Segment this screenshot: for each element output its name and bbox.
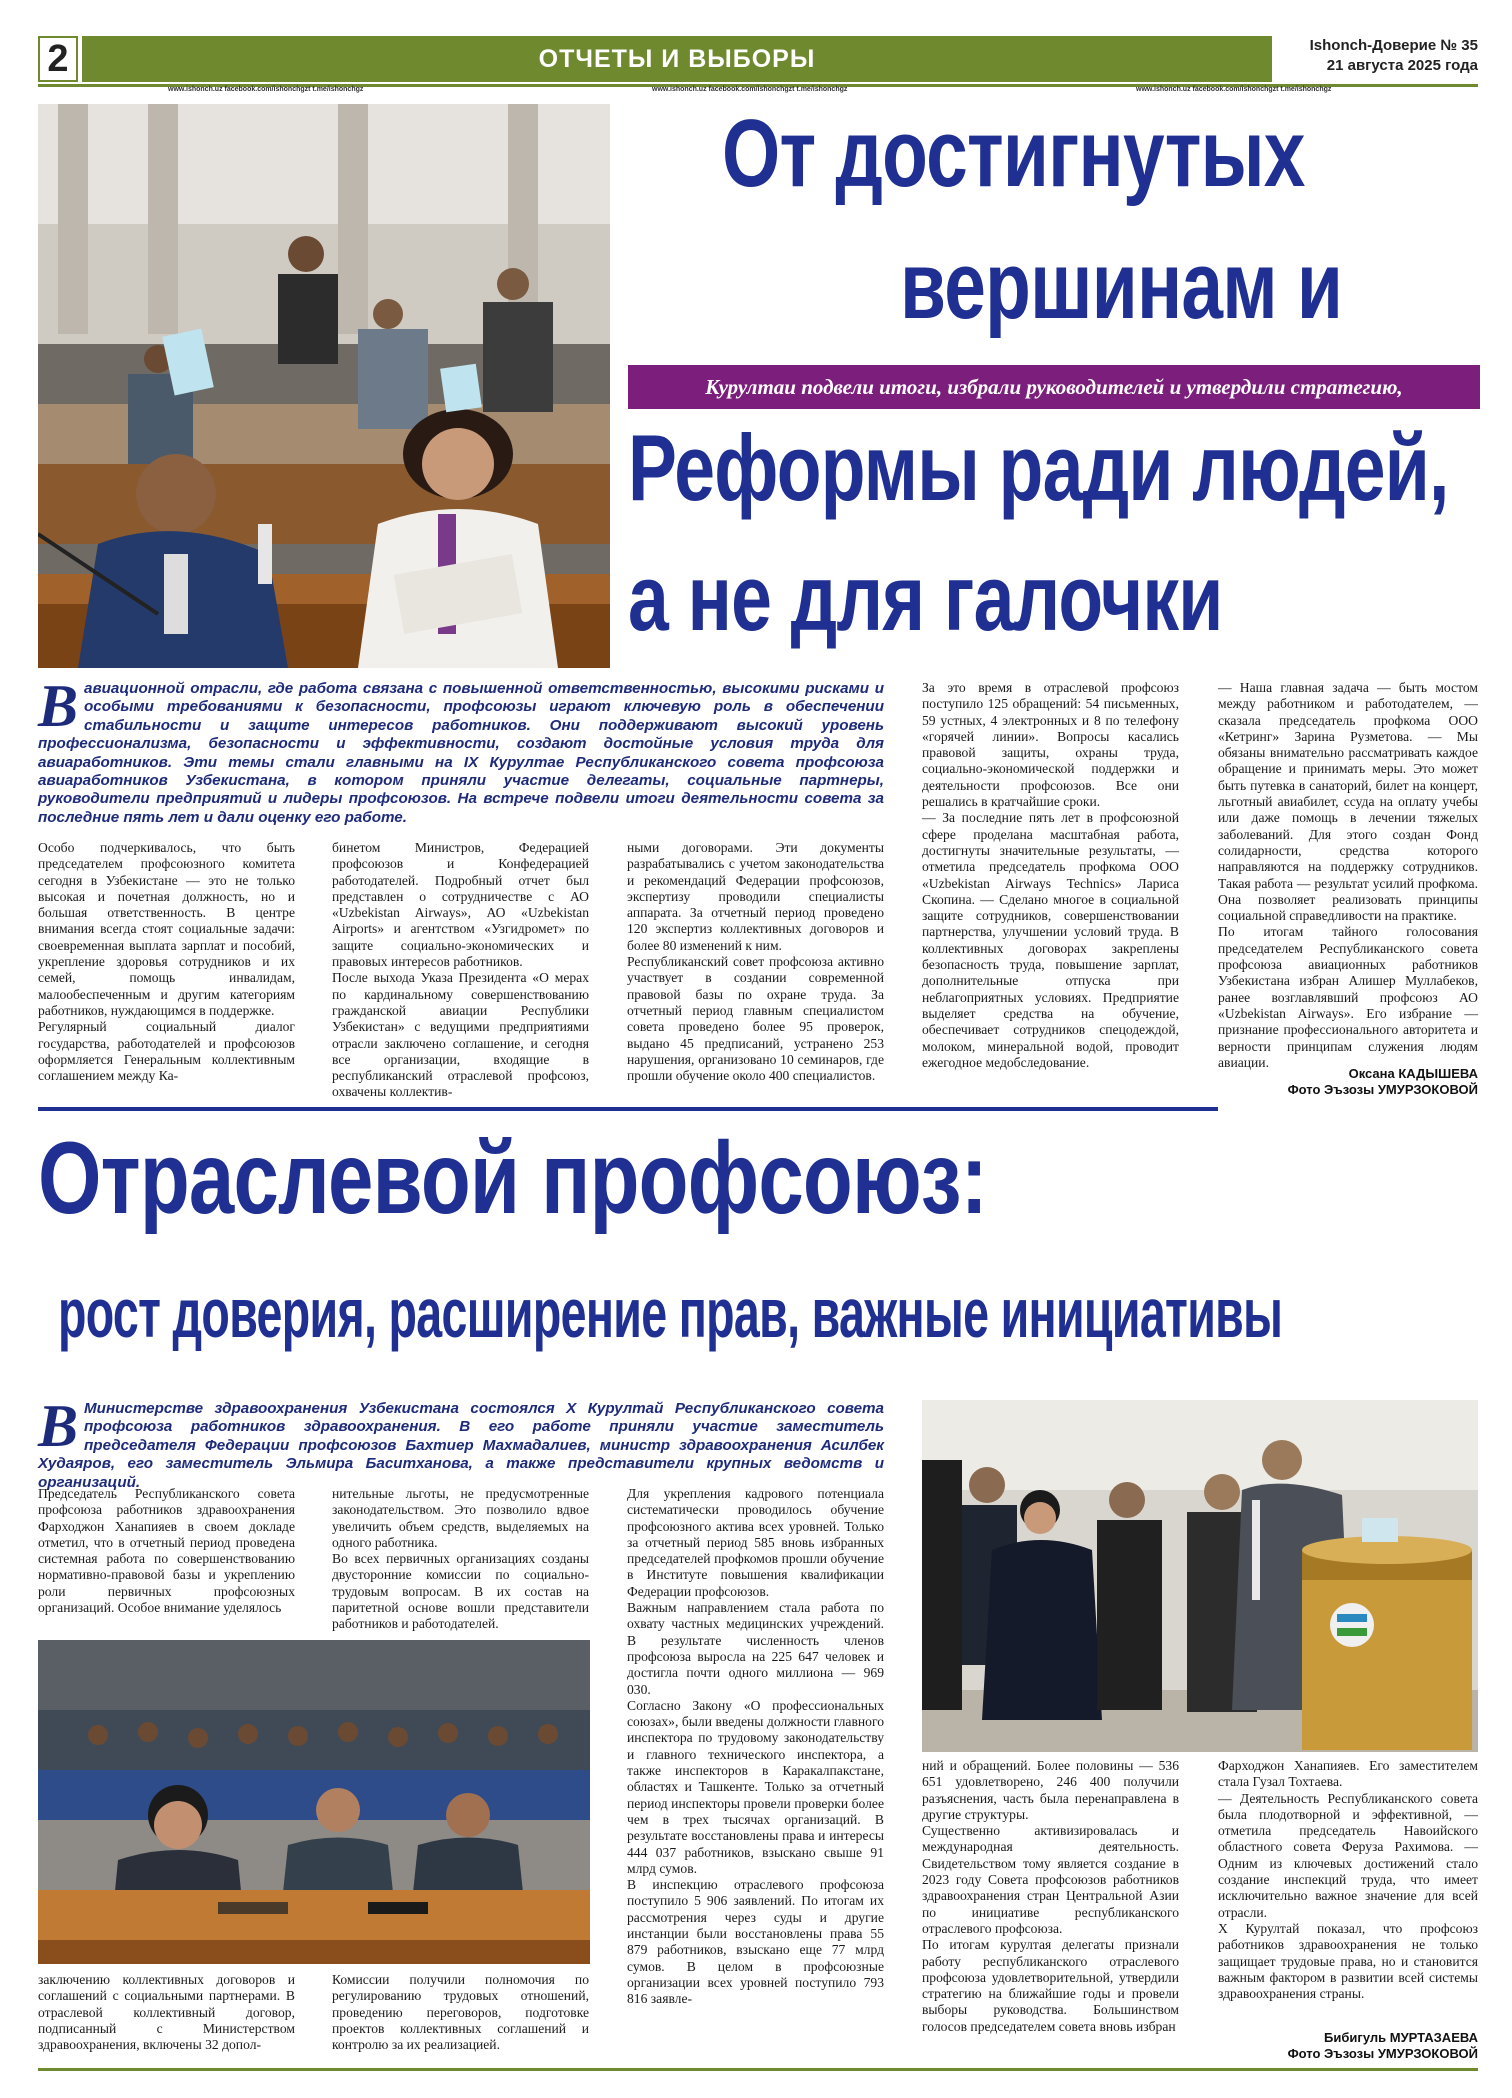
- article2-signature: [1218, 2030, 1478, 2062]
- article1-column-5: — Наша главная задача — быть мостом между работником и работодателем, — сказала председатель профкома ООО «Кетринг» Зарина Рузметова. — Мы обязаны внимательно рассматривать каждое обращение и принимать меры. Это может быть путевка в санаторий, билет на концерт, льготный авиабилет, ссуда на оплату учебы или даже помощь в лечении тяжелых заболеваний. Для этого создан Фонд солидарности, средства которого направляются на поддержку сотрудников. Такая работа — результат усилий профкома. Она позволяет реализовать принципы социальной справедливости на практике. По итогам тайного голосования председателем Республиканского совета профсоюза авиационных работников Узбекистана избран Алишер Муллабеков, ранее возглавлявший профсоюз АО «Uzbekistan Airways». Его избрание — признание профессионального авторитета и верности принципам служения людям авиации.: [1218, 680, 1478, 1070]
- delegates-voting-illustration: [38, 104, 610, 668]
- conference-hall-illustration: [38, 1640, 590, 1964]
- headline-line-3: Реформы ради людей,: [628, 415, 1449, 520]
- lead-text-2: Министерстве здравоохранения Узбекистана состоялся X Курултай Республиканского совета профсоюза работников здравоохранения. В его работе приняли участие заместитель председателя Федерации профсоюзов Бахтиер Махмадалиев, министр здравоохранения Асилбек Худаяров, его заместитель Эльмира Баситханова, а также представители крупных ведомств и организаций.: [38, 1400, 884, 1491]
- url-line-3: www.ishonch.uz facebook.com/ishonchgzt t.me/ishonchgz: [1136, 86, 1332, 93]
- section-title: ОТЧЕТЫ И ВЫБОРЫ: [538, 44, 816, 73]
- article1-lead: [38, 673, 884, 827]
- url-line-2: www.ishonch.uz facebook.com/ishonchgzt t.me/ishonchgz: [652, 86, 848, 93]
- article1-column-1: Особо подчеркивалось, что быть председателем профсоюзного комитета сегодня в Узбекистане — это не только высокая и почетная должность, но и большая ответственность. В центре внимания всегда стоят социальные задачи: своевременная выплата зарплат и пособий, укрепление здоровья сотрудников и их семей, помощь инвалидам, малообеспеченным и другим категориям работников, нуждающимся в поддержке. Регулярный социальный диалог государства, работодателей и профсоюзов оформляется Генеральным коллективным соглашением между Ка-: [38, 840, 295, 1084]
- ballot-box-illustration: [922, 1400, 1478, 1752]
- article2-column-2b: Комиссии получили полномочия по регулированию трудовых отношений, проведению переговоров, подготовке проектов коллективных соглашений и контролю за их реализацией.: [332, 1972, 589, 2053]
- article2-column-5: Фарходжон Ханапияев. Его заместителем стала Гузал Тохтаева. — Деятельность Республиканского совета была плодотворной и эффективной, — отметила председатель Навоийского областного совета Феруза Рахимова. — Одним из ключевых достижений стало создание инспекций труда, что имеет исключительно важное значение для всей отрасли. X Курултай показал, что профсоюз работников здравоохранения не только защищает трудовые права, но и становится важным фактором в развитии всей системы здравоохранения страны.: [1218, 1758, 1478, 2002]
- headline-line-2: вершинам и: [900, 232, 1343, 339]
- headline-line-1: От достигнутых: [722, 100, 1305, 207]
- article2-column-2a: нительные льготы, не предусмотренные законодательством. Это позволило вдвое увеличить объем средств, выделяемых на одного работника. Во всех первичных организациях созданы двусторонние комиссии по социально-трудовым вопросам. В их состав на паритетной основе вошли представители работников и работодателей.: [332, 1486, 589, 1632]
- article1-column-2: бинетом Министров, Федерацией профсоюзов и Конфедерацией работодателей. Подробный отчет был представлен о сотрудничестве с АО «Uzbekistan Airways», АО «Uzbekistan Airports» и агентством «Узгидромет» по защите социально-экономических и правовых интересов работников. После выхода Указа Президента «О мерах по кардинальному совершенствованию гражданской авиации Республики Узбекистан» с ведущими предприятиями отрасли заключено соглашение, и сегодня все организации, входящие в республиканский отраслевой профсоюз, охвачены коллектив-: [332, 840, 589, 1100]
- article2-column-3: Для укрепления кадрового потенциала систематически проводилось обучение профсоюзного актива всех уровней. Только за отчетный период 585 вновь избранных председателей профкомов прошли обучение в Институте повышения квалификации Федерации профсоюзов. Важным направлением стала работа по охвату частных медицинских учреждений. В результате численность членов профсоюза выросла на 225 647 человек и достигла почти одного миллиона — 969 030. Согласно Закону «О профессиональных союзах», были введены должности главного инспектора по трудовому законодательству и главного технического инспектора, а также инспекторов в Каракалпакстане, областях и Ташкенте. Только за отчетный период инспекторы провели проверки более чем в трех тысячах организаций. В результате восстановлены права и интересы 444 037 работников, взыскано свыше 91 млрд сумов. В инспекцию отраслевого профсоюза поступило 5 906 заявлений. По итогам их рассмотрения через суды и другие инстанции были восстановлены права 55 879 работников, взыскано еще 77 млрд сумов. В целом в профсоюзные организации всех уровней поступило 793 816 заявле-: [627, 1486, 884, 2007]
- issue-number: Ishonch-Доверие № 35: [1309, 37, 1478, 54]
- article2-lead: [38, 1393, 884, 1492]
- author: Оксана КАДЫШЕВА: [1348, 1066, 1478, 1081]
- headline-line-4: а не для галочки: [628, 545, 1223, 650]
- footer-rule: [38, 2068, 1478, 2071]
- delegates-voting-photo: [38, 104, 610, 668]
- lead-text: авиационной отрасли, где работа связана с повышенной ответственностью, высокими рисками и особыми требованиями к безопасности, профсоюзы играют ключевую роль в обеспечении стабильности и защите интересов работников. Они поддерживают высокий уровень профессионализма, безопасности и эффективности, создают достойные условия труда для авиаработников. Эти темы стали главными на IX Курултае Республиканского совета профсоюза авиаработников Узбекистана, в котором приняли участие делегаты, социальные партнеры, руководители предприятий и лидеры профсоюзов. На встрече подвели итоги деятельности совета за последние пять лет и дали оценку его работе.: [38, 680, 884, 826]
- drop-cap-2: В: [38, 1393, 79, 1459]
- headline2-line-1: Отраслевой профсоюз:: [38, 1121, 987, 1235]
- url-line-1: www.ishonch.uz facebook.com/ishonchgzt t.me/ishonchgz: [168, 86, 364, 93]
- drop-cap: В: [38, 673, 79, 739]
- article1-signature: [1218, 1066, 1478, 1098]
- article2-column-1a: Председатель Республиканского совета профсоюза работников здравоохранения Фарходжон Ханапияев в своем докладе отметил, что в отчетный период проведена системная работа по совершенствованию нормативно-правовой базы и укреплению роли первичных профсоюзных организаций. Особое внимание уделялось: [38, 1486, 295, 1616]
- issue-info: [1276, 36, 1478, 76]
- author-2: Бибигуль МУРТАЗАЕВА: [1324, 2030, 1478, 2045]
- article1-column-3: ными договорами. Эти документы разрабатывались с учетом законодательства и рекомендаций Федерации профсоюзов, экспертизу проводили специалисты аппарата. За отчетный период проведено 120 экспертиз коллективных договоров и более 80 изменений к ним. Республиканский совет профсоюза активно участвует в создании современной правовой базы по охране труда. За отчетный период главным специалистом совета проведено более 95 проверок, выдано 45 предписаний, устранено 253 нарушения, организовано 10 семинаров, где прошли обучение около 400 специалистов.: [627, 840, 884, 1084]
- issue-date: 21 августа 2025 года: [1326, 57, 1478, 74]
- photo-credit: Фото Эъзозы УМУРЗОКОВОЙ: [1287, 1082, 1478, 1097]
- article-divider: [38, 1107, 1218, 1111]
- article2-column-1b: заключению коллективных договоров и соглашений с социальными партнерами. В отраслевой коллективный договор, подписанный с Министерством здравоохранения, включены 32 допол-: [38, 1972, 295, 2053]
- article1-column-4: За это время в отраслевой профсоюз поступило 125 обращений: 54 письменных, 59 устных, 4 электронных и 8 по телефону «горячей линии». Вопросы касались правовой защиты, охраны труда, социально-экономической поддержки и деятельности профсоюзов. Все они решались в кратчайшие сроки. — За последние пять лет в профсоюзной сфере проделана масштабная работа, достигнуты значительные результаты, — отметила председатель профкома ООО «Uzbekistan Airways Technics» Лариса Скопина. — Сделано многое в социальной защите сотрудников, совершенствовании партнерства, улучшении условий труда. В коллективных договорах закреплены безопасность труда, повышение зарплат, дополнительные отпуска при неблагоприятных условиях. Предприятие выделяет средства на обучение, обеспечивает сотрудников спецодеждой, молоком, минеральной водой, проводит ежегодное медобследование.: [922, 680, 1179, 1070]
- ballot-box-photo: [922, 1400, 1478, 1752]
- conference-hall-photo: [38, 1640, 590, 1964]
- photo-credit-2: Фото Эъзозы УМУРЗОКОВОЙ: [1287, 2046, 1478, 2061]
- page-number: 2: [38, 36, 78, 82]
- article2-column-4: ний и обращений. Более половины — 536 651 удовлетворено, 246 400 получили разъяснения, часть была перенаправлена в другие структуры. Существенно активизировалась и международная деятельность. Свидетельством тому является создание в 2023 году Совета профсоюзов работников здравоохранения стран Центральной Азии по инициативе республиканского отраслевого профсоюза. По итогам курултая делегаты признали работу республиканского отраслевого профсоюза удовлетворительной, утвердили стратегию на ближайшие годы и провели выборы руководства. Большинством голосов председателем совета вновь избран: [922, 1758, 1179, 2034]
- kicker-text: Курултаи подвели итоги, избрали руководителей и утвердили стратегию,: [705, 374, 1403, 399]
- headline2-line-2: рост доверия, расширение прав, важные инициативы: [58, 1274, 1283, 1352]
